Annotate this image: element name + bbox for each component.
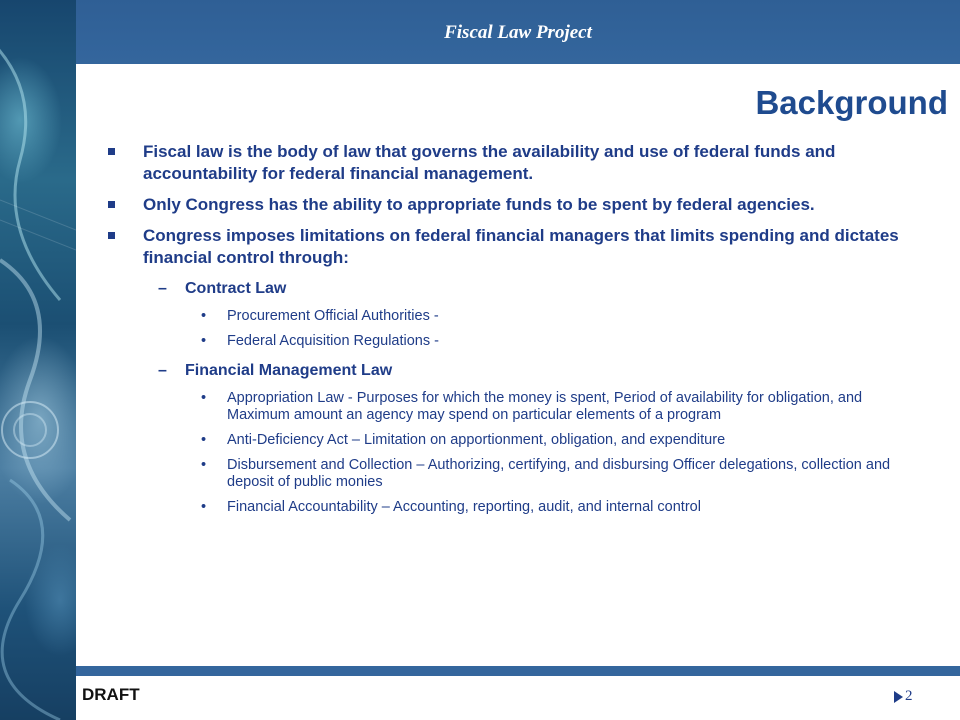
bullet-item: [108, 194, 928, 216]
decorative-swirl-icon: [0, 0, 76, 720]
bullet-item: [108, 141, 928, 185]
dash-icon: –: [158, 280, 167, 297]
dot-bullet-icon: •: [201, 457, 207, 473]
bullet-text: Only Congress has the ability to appropriate funds to be spent by federal agencies.: [143, 195, 815, 214]
sub-item-text: Federal Acquisition Regulations -: [227, 333, 439, 349]
bullet-text: Fiscal law is the body of law that governs the availability and use of federal funds and accountability for federal financial management.: [143, 142, 836, 183]
sub-item-text: Appropriation Law - Purposes for which the money is spent, Period of availability for obligation, and Maximum amount an agency may spend on particular elements of a program: [227, 390, 863, 423]
dot-bullet-icon: •: [201, 308, 207, 324]
section-label: Contract Law: [185, 280, 287, 297]
section-label: Financial Management Law: [185, 362, 393, 379]
bullet-item: [108, 225, 928, 269]
draft-label: DRAFT: [82, 685, 140, 704]
sub-item-text: Procurement Official Authorities -: [227, 308, 439, 324]
sub-item: [108, 432, 928, 449]
decorative-side-image: [0, 0, 76, 720]
sub-item: [108, 390, 928, 424]
header-title: Fiscal Law Project: [444, 22, 592, 43]
footer-rule: [76, 666, 960, 676]
section-heading-contract-law: [108, 278, 928, 299]
sub-item: [108, 457, 928, 491]
square-bullet-icon: [108, 148, 115, 155]
page-arrow-icon: [894, 691, 903, 703]
sub-item-text: Anti-Deficiency Act – Limitation on apportionment, obligation, and expenditure: [227, 432, 726, 448]
sub-item: [108, 333, 928, 350]
page-number: 2: [905, 688, 913, 704]
sub-item-text: Disbursement and Collection – Authorizing, certifying, and disbursing Officer delegations, collection and deposit of public monies: [227, 457, 891, 490]
bullet-text: Congress imposes limitations on federal financial managers that limits spending and dictates financial control through:: [143, 226, 899, 267]
slide-title: Background: [755, 84, 948, 121]
slide-content: [108, 141, 928, 524]
sub-item-text: Financial Accountability – Accounting, reporting, audit, and internal control: [227, 499, 701, 515]
sub-item: [108, 499, 928, 516]
section-heading-financial-management-law: [108, 360, 928, 381]
dot-bullet-icon: •: [201, 432, 207, 448]
header-band: [76, 0, 960, 64]
dot-bullet-icon: •: [201, 333, 207, 349]
square-bullet-icon: [108, 201, 115, 208]
square-bullet-icon: [108, 232, 115, 239]
dot-bullet-icon: •: [201, 390, 207, 406]
dash-icon: –: [158, 362, 167, 379]
sub-item: [108, 308, 928, 325]
dot-bullet-icon: •: [201, 499, 207, 515]
